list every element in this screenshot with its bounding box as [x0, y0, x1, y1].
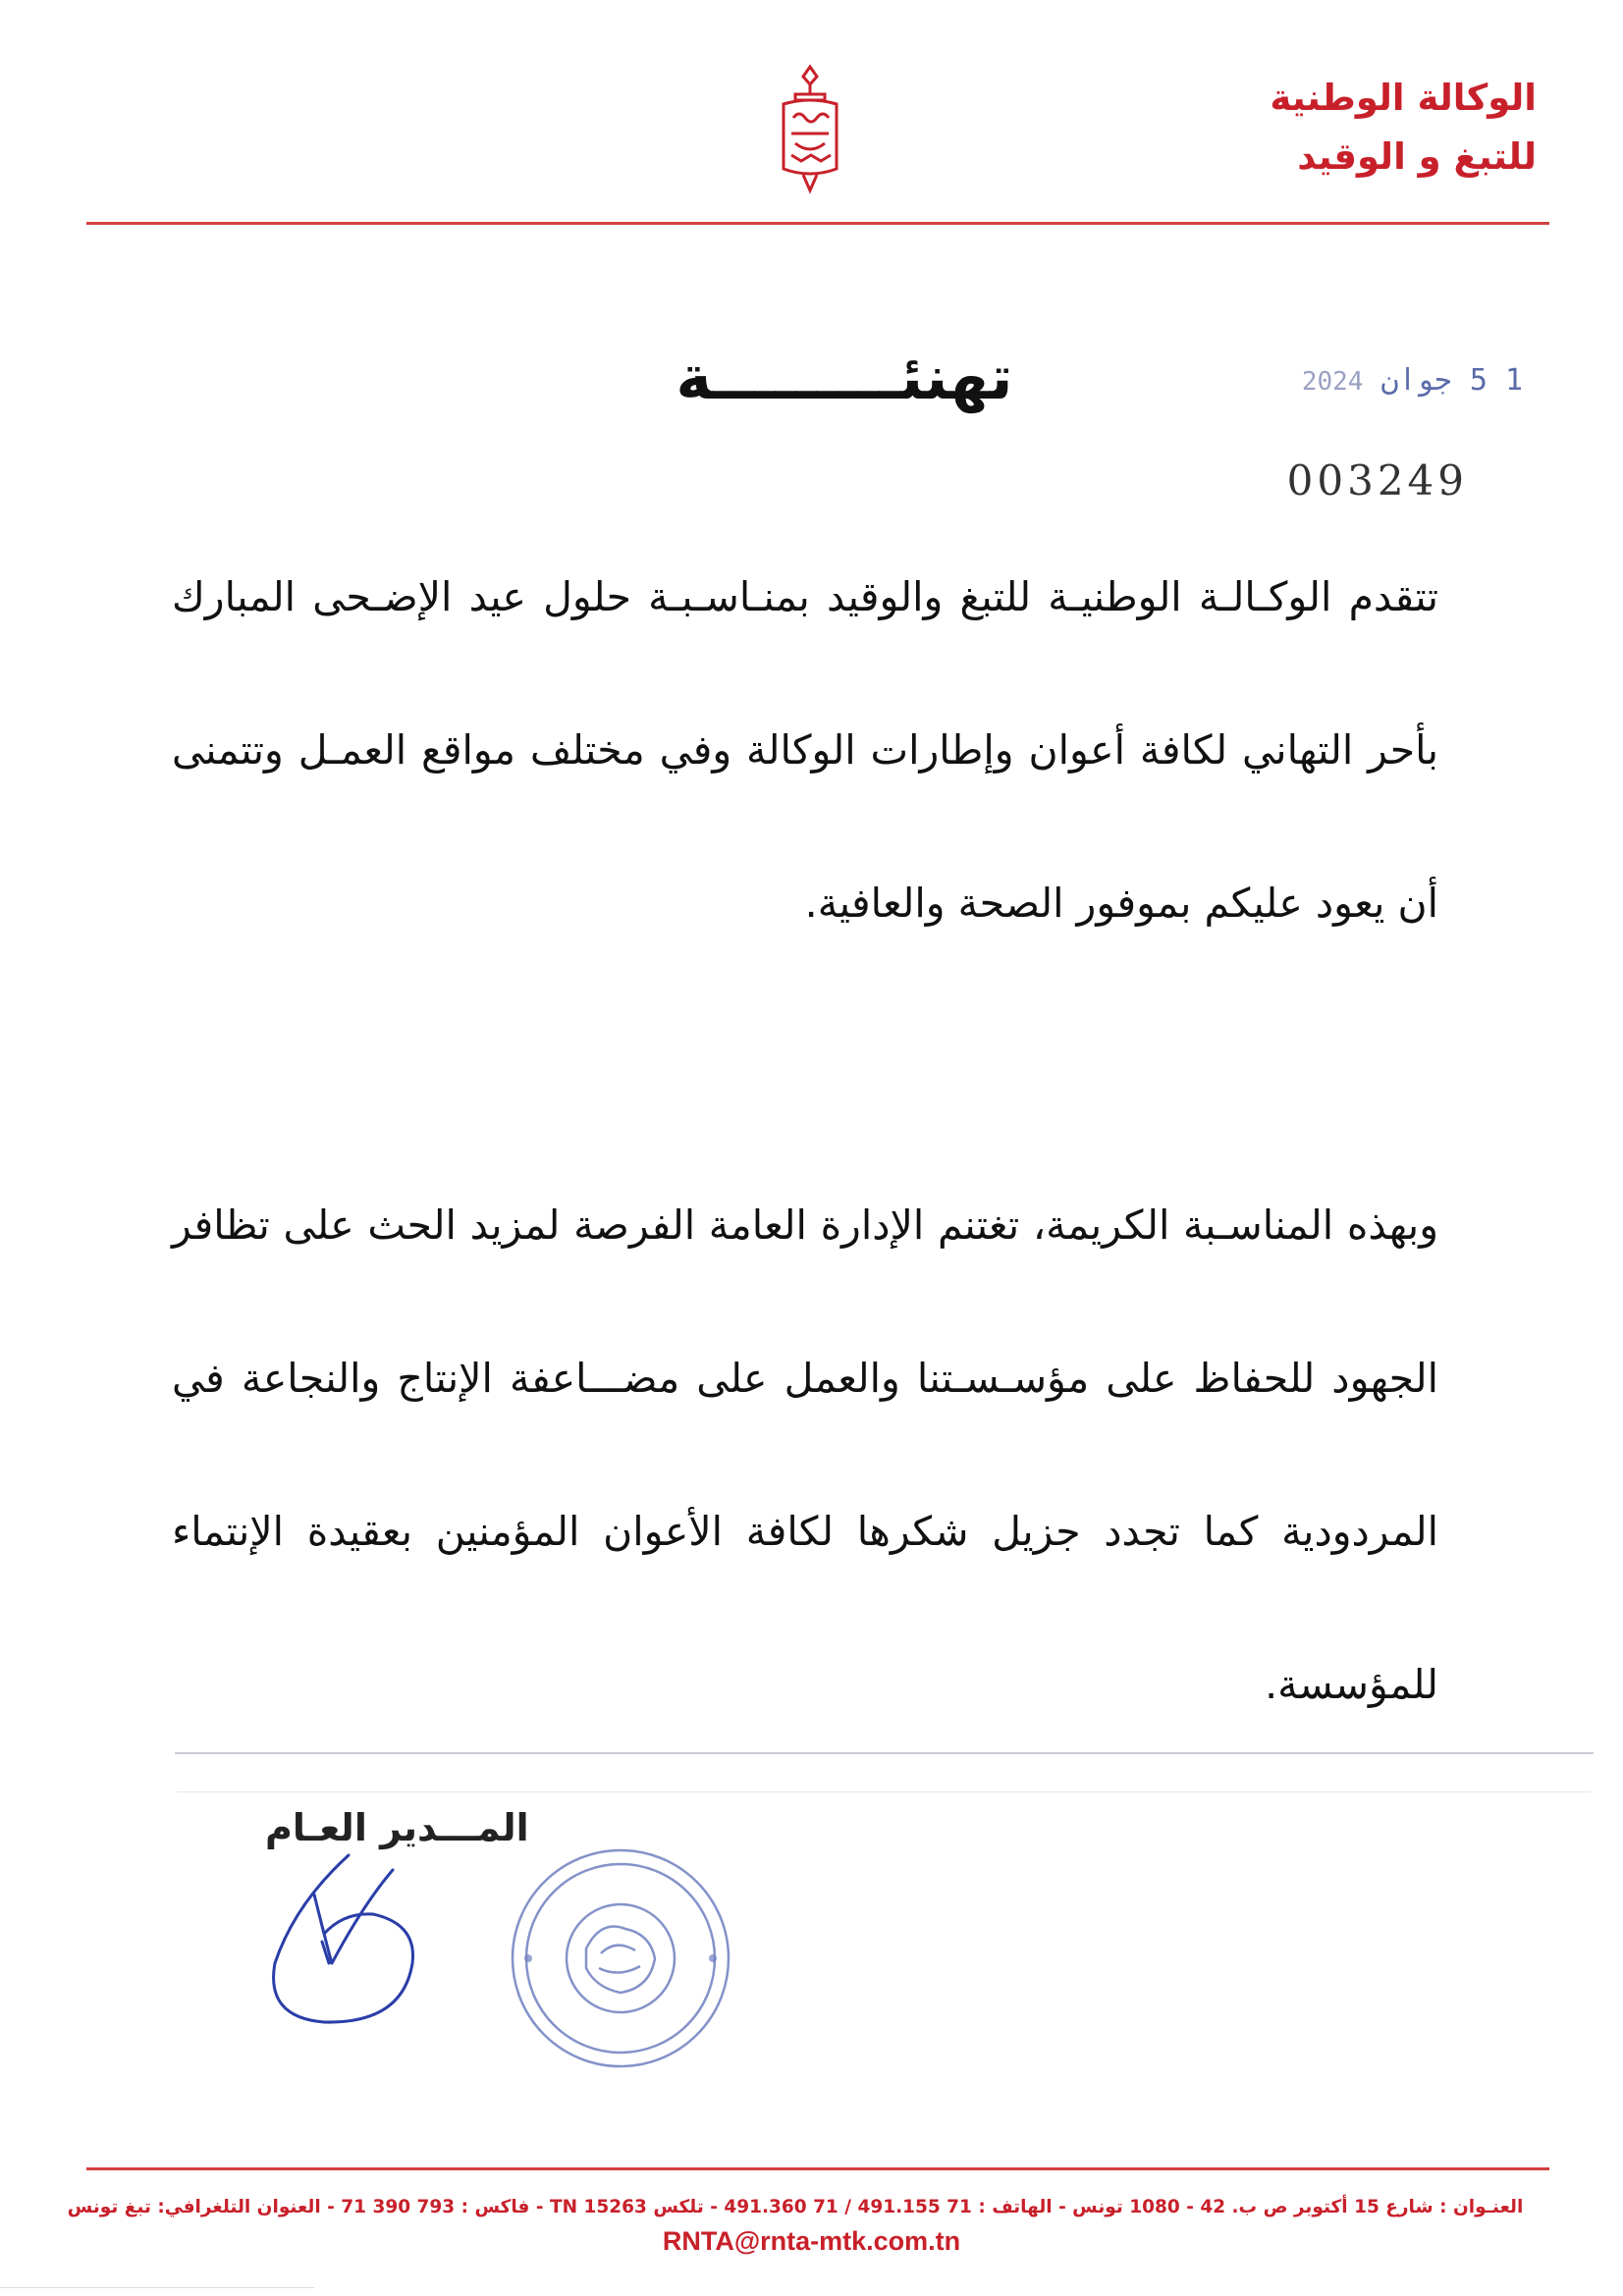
- handwritten-signature: [255, 1845, 579, 2042]
- section-divider: [175, 1752, 1594, 1754]
- scan-edge-mark: [0, 2287, 314, 2288]
- footer-email: RNTA@rnta-mtk.com.tn: [662, 2226, 961, 2256]
- footer-rule: [86, 2167, 1549, 2170]
- stamp-month: جوان: [1380, 363, 1452, 398]
- document-title: تهنئـــــــــة: [676, 342, 1013, 413]
- date-stamp: [1302, 363, 1523, 398]
- section-divider-faint: [177, 1791, 1591, 1792]
- body-paragraph-2: وبهذه المناسـبة الكريمة، تغتنم الإدارة العامة الفرصة لمزيد الحث على تظافر الجهود للحفاظ على مؤسـسـتنا والعمل على مضـــاعفة الإنتاج والنجاعة في المردودية كما تجدد جزيل شكرها لكافة الأعوان المؤمنين بعقيدة الإنتماء للمؤسسة.: [172, 1201, 1438, 1708]
- header-rule: [86, 222, 1549, 225]
- org-name-line2: للتبغ و الوقيد: [1297, 135, 1537, 178]
- org-name-line1: الوكالة الوطنية: [1270, 77, 1537, 119]
- stamp-day: 1 5: [1469, 363, 1523, 398]
- agency-logo: [766, 61, 854, 198]
- org-name: [1222, 69, 1537, 187]
- reference-number: 003249: [1286, 456, 1468, 505]
- signatory-title: المـــدير العـام: [265, 1806, 529, 1849]
- body-paragraph-1: تتقدم الوكـالـة الوطنيـة للتبغ والوقيد بمنـاسـبـة حلول عيد الإضـحى المبارك بأحر التهاني لكافة أعوان وإطارات الوكالة وفي مختلف مواقع العمـل وتتمنى أن يعود عليكم بموفور الصحة والعافية.: [172, 573, 1438, 927]
- footer-address: العنـوان : شارع 15 أكتوبر ص ب. 42 - 1080 تونس - الهاتف : 71 491.155 / 71 491.360 - تلكس 15263 TN - فاكس : 793 390 71 - العنوان التلغرافي: تبغ تونس: [67, 2197, 1524, 2217]
- stamp-year: 2024: [1301, 367, 1364, 397]
